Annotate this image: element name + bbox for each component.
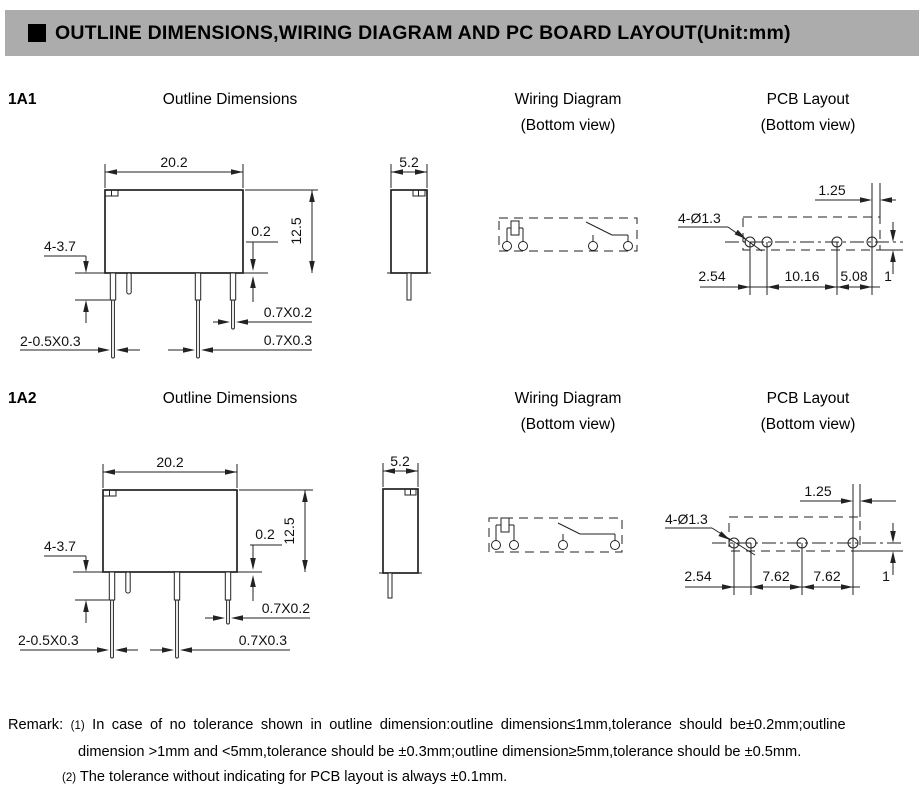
dim-pin-mid-1a1: 0.7X0.3 [263, 332, 312, 348]
dim-body-depth-1a2: 5.2 [390, 453, 410, 469]
switch-symbol-1a2 [558, 523, 620, 550]
pcb-p2-label-1a2: 7.62 [762, 568, 790, 584]
pcb-layout-1a1 [660, 160, 924, 310]
dim-body-width-1a1: 20.2 [160, 154, 188, 170]
remark-label: Remark: [8, 717, 64, 733]
section-header-bar [5, 10, 919, 56]
col-title-wiring-1a1: Wiring Diagram [514, 91, 622, 108]
col-title-wiring-1a2: Wiring Diagram [514, 390, 622, 407]
dim-pin-coil-1a1: 2-0.5X0.3 [20, 333, 81, 349]
remark-line-2 [78, 744, 801, 760]
bullet-square-icon [28, 24, 46, 42]
pcb-p1-label-1a1: 2.54 [698, 268, 726, 284]
switch-symbol-1a1 [586, 222, 633, 251]
dim-standoff-1a2: 0.2 [255, 526, 275, 542]
wiring-diagram-1a2 [480, 505, 640, 565]
pcb-p3-label-1a2: 7.62 [813, 568, 841, 584]
dim-body-height-1a2: 12.5 [281, 517, 297, 545]
pcb-p3-label-1a1: 5.08 [840, 268, 868, 284]
coil-symbol-1a2 [492, 518, 519, 550]
relay-pins-1a1 [110, 273, 235, 358]
remark-note1-text-b: dimension >1mm and <5mm,tolerance should be ±0.3mm;outline dimension≥5mm,tolerance should be ±0.5mm. [78, 744, 802, 760]
dim-pin-mid-1a2: 0.7X0.3 [238, 632, 287, 648]
col-title-pcb-1a2: PCB Layout [766, 390, 850, 407]
page-title: OUTLINE DIMENSIONS,WIRING DIAGRAM AND PC BOARD LAYOUT(Unit:mm) [55, 21, 791, 44]
pcb-edge-label-1a2: 1.25 [804, 483, 832, 499]
side-body-1a1 [387, 190, 431, 300]
pcb-p2-label-1a1: 10.16 [784, 268, 820, 284]
remark-note2-text: The tolerance without indicating for PCB layout is always ±0.1mm. [79, 769, 508, 785]
relay-pins-1a2 [109, 572, 230, 658]
outline-front-drawing-1a2 [0, 440, 340, 675]
col-subtitle-pcb-1a2: (Bottom view) [760, 416, 856, 433]
remark-note1-text-a: In case of no tolerance shown in outline dimension:outline dimension≤1mm,tolerance should be±0.2mm;outline [92, 717, 846, 733]
dim-pin-small-1a1: 0.7X0.2 [263, 304, 312, 320]
dim-body-depth-1a1: 5.2 [399, 154, 419, 170]
dim-standoff-1a1: 0.2 [251, 223, 271, 239]
relay-body-1a2 [73, 490, 262, 572]
side-body-1a2 [379, 489, 422, 598]
remark-note1-number: (1) [70, 720, 85, 732]
variant-label-1a1: 1A1 [8, 91, 37, 108]
col-subtitle-wiring-1a1: (Bottom view) [520, 117, 616, 134]
relay-body-1a1 [75, 190, 268, 273]
remark-line-3 [62, 769, 507, 785]
wiring-diagram-1a1 [490, 205, 650, 265]
pcb-offset-label-1a2: 1 [882, 568, 890, 584]
pcb-p1-label-1a2: 2.54 [684, 568, 712, 584]
dim-pin-coil-1a2: 2-0.5X0.3 [18, 632, 79, 648]
remark-note2-number: (2) [62, 772, 77, 784]
dim-pin-seat-1a1: 4-3.7 [44, 238, 76, 254]
remark-line-1 [8, 717, 846, 733]
pcb-holes-label-1a2: 4-Ø1.3 [665, 511, 708, 527]
pcb-offset-label-1a1: 1 [884, 268, 892, 284]
dim-body-height-1a1: 12.5 [288, 217, 304, 245]
col-title-pcb-1a1: PCB Layout [766, 91, 850, 108]
outline-front-drawing-1a1 [0, 150, 340, 378]
variant-label-1a2: 1A2 [8, 390, 37, 407]
dim-body-width-1a2: 20.2 [156, 454, 184, 470]
pcb-layout-1a2 [660, 460, 924, 620]
coil-symbol-1a1 [503, 221, 528, 251]
col-title-outline-1a1: Outline Dimensions [162, 91, 298, 108]
dim-pin-seat-1a2: 4-3.7 [44, 538, 76, 554]
col-title-outline-1a2: Outline Dimensions [162, 390, 298, 407]
col-subtitle-pcb-1a1: (Bottom view) [760, 117, 856, 134]
col-subtitle-wiring-1a2: (Bottom view) [520, 416, 616, 433]
pcb-holes-label-1a1: 4-Ø1.3 [678, 210, 721, 226]
outline-side-drawing-1a1 [370, 150, 510, 378]
pcb-edge-label-1a1: 1.25 [818, 182, 846, 198]
dim-pin-small-1a2: 0.7X0.2 [261, 600, 310, 616]
